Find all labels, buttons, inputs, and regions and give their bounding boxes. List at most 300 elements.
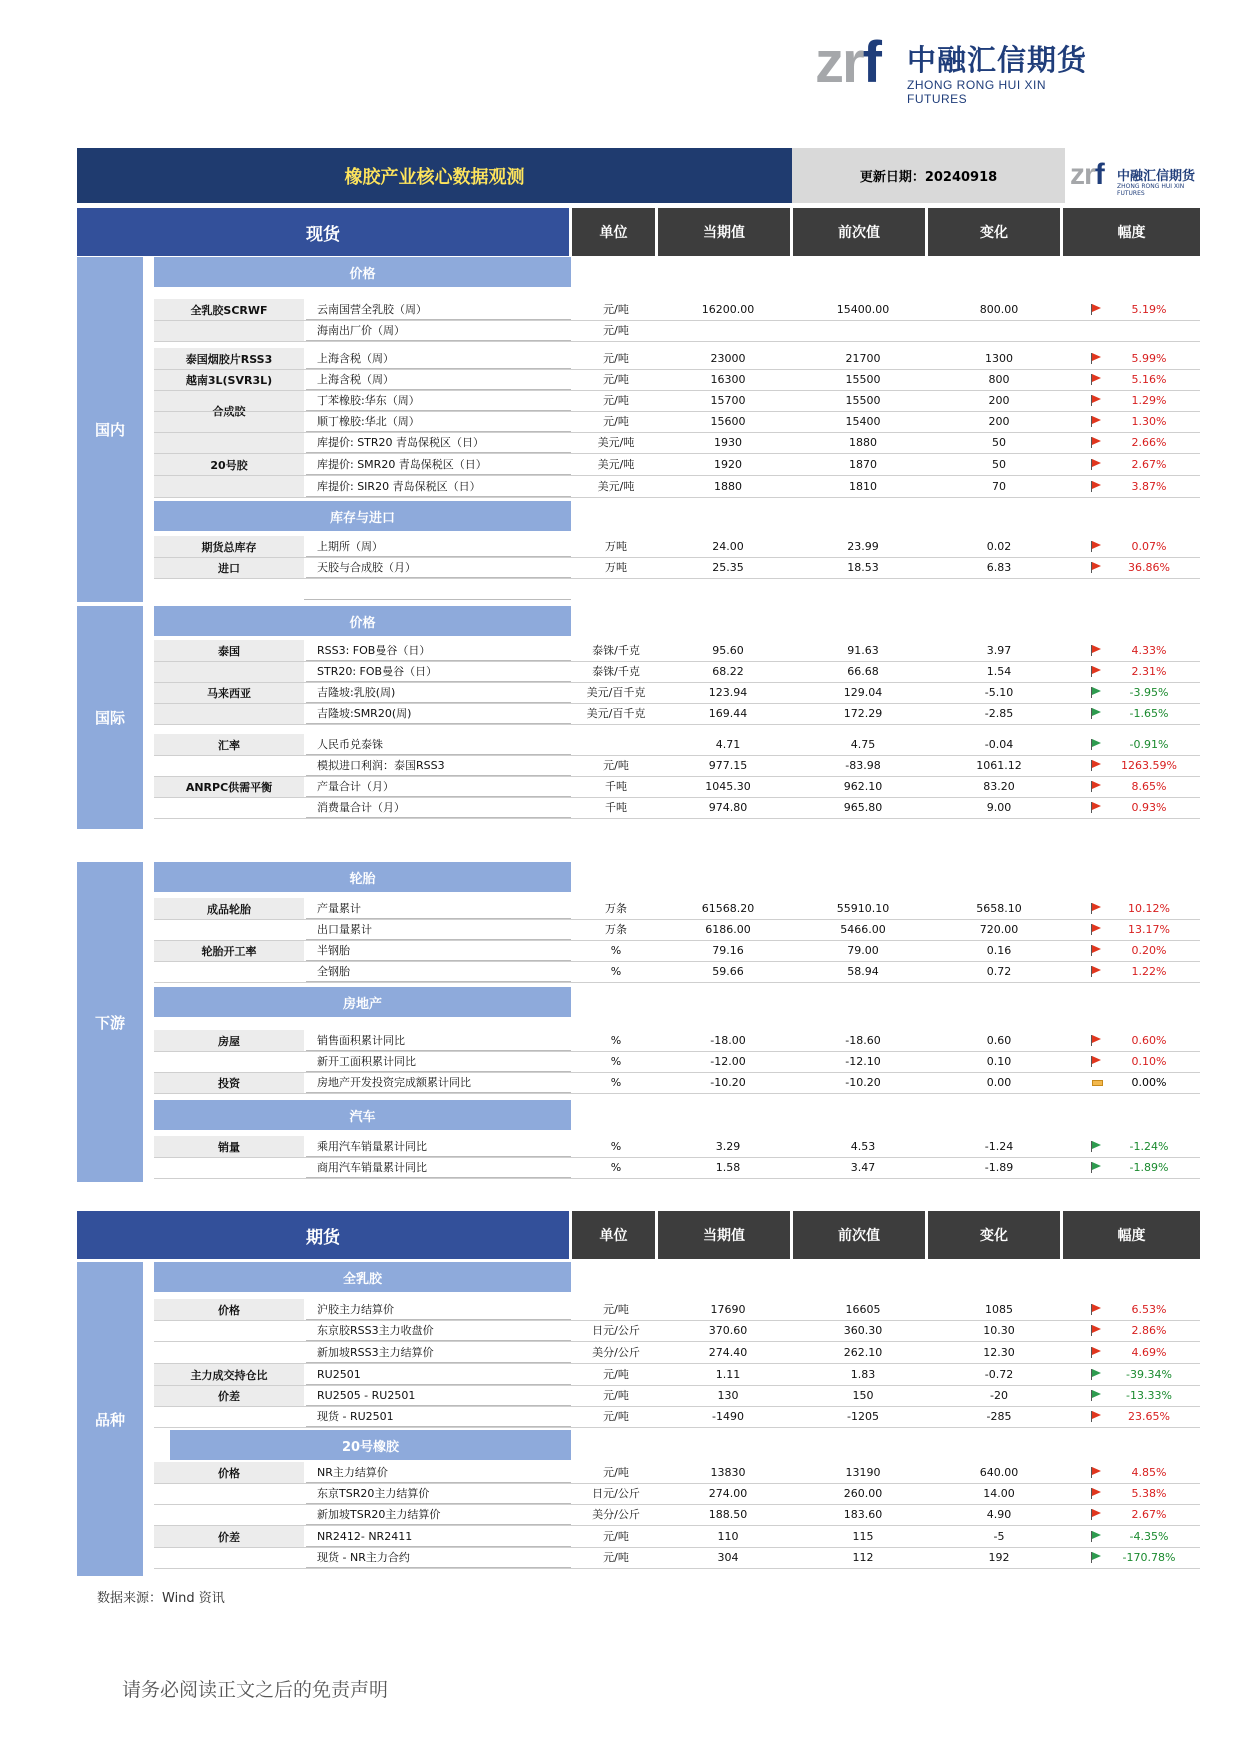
row-previous: 15500 — [845, 373, 881, 386]
row-unit: 千吨 — [605, 801, 627, 814]
row-pct-cell — [1067, 1547, 1200, 1568]
row-current: 17690 — [710, 1303, 746, 1316]
row-change: 50 — [992, 436, 1006, 449]
page-title: 橡胶产业核心数据观测 — [77, 148, 792, 203]
row-change: 0.16 — [986, 944, 1012, 957]
row-previous: 15400 — [845, 415, 881, 428]
logo-en-text: ZHONG RONG HUI XIN FUTURES — [907, 78, 1047, 106]
row-item: 上海含税（周） — [306, 369, 571, 390]
futures-header: 期货 — [77, 1211, 569, 1259]
row-item: 库提价: STR20 青岛保税区（日） — [306, 432, 571, 453]
row-change — [931, 320, 1067, 341]
row-item: 消费量合计（月） — [306, 797, 571, 818]
red-flag-icon — [1091, 1467, 1101, 1478]
table-row — [154, 898, 1200, 920]
table-row — [154, 1299, 1200, 1321]
row-current: 95.60 — [712, 644, 744, 657]
row-pct-cell — [1067, 476, 1200, 497]
row-change: 83.20 — [983, 780, 1015, 793]
row-unit: % — [610, 1055, 622, 1068]
row-unit: 元/吨 — [603, 759, 629, 772]
row-pct: -39.34% — [1126, 1368, 1172, 1381]
table-row — [154, 919, 1200, 941]
row-change: 5658.10 — [976, 902, 1022, 915]
row-change: 1085 — [985, 1303, 1013, 1316]
red-flag-icon — [1091, 1325, 1101, 1336]
row-current: 68.22 — [712, 665, 744, 678]
table-row — [154, 536, 1200, 558]
table-row — [154, 411, 1200, 433]
logo-mark: zrf — [815, 30, 880, 95]
row-current: 25.35 — [712, 561, 744, 574]
row-previous: 18.53 — [847, 561, 879, 574]
group-label: 越南3L(SVR3L) — [154, 369, 304, 390]
row-unit: 美分/公斤 — [592, 1346, 640, 1359]
row-previous — [795, 320, 931, 341]
category-price: 价格 — [154, 257, 571, 287]
row-item: 东京TSR20主力结算价 — [306, 1483, 571, 1504]
row-item: 全钢胎 — [306, 961, 571, 982]
row-item: STR20: FOB曼谷（日） — [306, 661, 571, 682]
row-unit: 元/吨 — [603, 1410, 629, 1423]
row-current: 1045.30 — [705, 780, 751, 793]
col-change: 变化 — [928, 208, 1060, 256]
group-label: 马来西亚 — [154, 661, 304, 724]
row-current: 1.11 — [715, 1368, 741, 1381]
red-flag-icon — [1091, 966, 1101, 977]
row-previous: 15500 — [845, 394, 881, 407]
red-flag-icon — [1091, 416, 1101, 427]
row-pct-cell — [1067, 320, 1200, 341]
row-previous: 15400.00 — [836, 303, 890, 316]
row-pct: 10.12% — [1128, 902, 1170, 915]
col-unit: 单位 — [572, 1211, 655, 1259]
row-pct-cell — [1067, 961, 1200, 982]
category-no20-rubber: 20号橡胶 — [170, 1430, 571, 1460]
col-current: 当期值 — [658, 208, 790, 256]
row-change: 14.00 — [983, 1487, 1015, 1500]
row-item: 模拟进口利润：泰国RSS3 — [306, 755, 571, 776]
table-row — [154, 1547, 1200, 1569]
group-label: 投资 — [154, 1072, 304, 1093]
row-item: 房地产开发投资完成额累计同比 — [306, 1072, 571, 1093]
table-row — [154, 961, 1200, 983]
row-pct-cell — [1067, 661, 1200, 682]
group-label: 20号胶 — [154, 432, 304, 498]
row-pct: -0.91% — [1129, 738, 1169, 751]
row-current: 61568.20 — [701, 902, 755, 915]
row-pct: 0.60% — [1131, 1034, 1167, 1047]
row-pct: 4.33% — [1131, 644, 1167, 657]
red-flag-icon — [1091, 562, 1101, 573]
row-current: 304 — [717, 1551, 739, 1564]
table-row — [154, 1483, 1200, 1505]
row-unit: % — [610, 1161, 622, 1174]
row-change: 4.90 — [986, 1508, 1012, 1521]
table-row — [154, 1462, 1200, 1484]
row-change: 0.02 — [986, 540, 1012, 553]
red-flag-icon — [1091, 903, 1101, 914]
row-previous: 1810 — [849, 480, 877, 493]
row-current: 274.40 — [708, 1346, 748, 1359]
row-current: 1930 — [714, 436, 742, 449]
row-change: 6.83 — [986, 561, 1012, 574]
row-pct-cell — [1067, 1342, 1200, 1363]
row-current: 3.29 — [715, 1140, 741, 1153]
row-item: 商用汽车销量累计同比 — [306, 1157, 571, 1178]
row-change: 0.60 — [986, 1034, 1012, 1047]
update-date: 更新日期：20240918 — [792, 148, 1065, 203]
row-previous: 965.80 — [843, 801, 883, 814]
row-unit: % — [610, 1034, 622, 1047]
row-unit: 美元/吨 — [597, 436, 635, 449]
row-previous: 4.75 — [850, 738, 876, 751]
row-current: 110 — [717, 1530, 739, 1543]
green-flag-icon — [1091, 1531, 1101, 1542]
row-pct: 5.38% — [1131, 1487, 1167, 1500]
disclaimer: 请务必阅读正文之后的免责声明 — [122, 1679, 389, 1701]
table-row — [154, 1364, 1200, 1386]
company-logo — [815, 28, 1095, 106]
row-current: 15600 — [710, 415, 746, 428]
red-flag-icon — [1091, 781, 1101, 792]
group-label: 价格 — [154, 1299, 304, 1320]
red-flag-icon — [1091, 481, 1101, 492]
row-current — [661, 320, 795, 341]
row-change: 800.00 — [979, 303, 1019, 316]
col-pct: 幅度 — [1063, 1211, 1200, 1259]
row-pct: 0.20% — [1131, 944, 1167, 957]
row-change: 720.00 — [979, 923, 1019, 936]
row-unit: 元/吨 — [603, 373, 629, 386]
row-previous: -18.60 — [845, 1034, 881, 1047]
row-previous: 150 — [852, 1389, 874, 1402]
red-flag-icon — [1091, 541, 1101, 552]
row-pct-cell — [1067, 776, 1200, 797]
row-current: 274.00 — [708, 1487, 748, 1500]
category-price: 价格 — [154, 606, 571, 636]
row-pct-cell — [1067, 390, 1200, 411]
row-pct: 1.29% — [1131, 394, 1167, 407]
row-item: 库提价: SIR20 青岛保税区（日） — [306, 476, 571, 497]
row-unit: 万条 — [605, 923, 627, 936]
row-previous: 79.00 — [847, 944, 879, 957]
row-pct-cell — [1067, 348, 1200, 369]
row-item: 现货 - NR主力合约 — [306, 1547, 571, 1568]
row-unit: 日元/公斤 — [592, 1324, 640, 1337]
row-previous: 58.94 — [847, 965, 879, 978]
table-row — [154, 1030, 1200, 1052]
row-change: -20 — [990, 1389, 1008, 1402]
row-item: 产量累计 — [306, 898, 571, 919]
row-unit: 元/吨 — [603, 1303, 629, 1316]
row-item: RU2505 - RU2501 — [306, 1385, 571, 1406]
row-current: 24.00 — [712, 540, 744, 553]
row-change: 192 — [988, 1551, 1010, 1564]
row-pct: 4.85% — [1131, 1466, 1167, 1479]
row-change: -2.85 — [984, 707, 1014, 720]
row-pct: 1263.59% — [1121, 759, 1177, 772]
red-flag-icon — [1091, 802, 1101, 813]
row-unit: 万条 — [605, 902, 627, 915]
row-previous: 183.60 — [843, 1508, 883, 1521]
category-tire: 轮胎 — [154, 862, 571, 892]
green-flag-icon — [1091, 1552, 1101, 1563]
category-estate: 房地产 — [154, 987, 571, 1017]
row-unit: 元/吨 — [603, 1389, 629, 1402]
row-item: 半钢胎 — [306, 940, 571, 961]
row-item: 吉隆坡:SMR20(周) — [306, 703, 571, 724]
row-pct: -3.95% — [1129, 686, 1169, 699]
table-row — [154, 299, 1200, 321]
row-unit: 元/吨 — [603, 415, 629, 428]
table-row — [154, 1136, 1200, 1158]
row-unit: % — [610, 1076, 622, 1089]
row-pct: 2.86% — [1131, 1324, 1167, 1337]
row-unit: 泰铢/千克 — [592, 665, 640, 678]
row-change: 0.10 — [986, 1055, 1012, 1068]
group-label: 进口 — [154, 557, 304, 578]
group-label: 全乳胶SCRWF — [154, 299, 304, 320]
row-unit: 元/吨 — [603, 394, 629, 407]
red-flag-icon — [1091, 760, 1101, 771]
red-flag-icon — [1091, 353, 1101, 364]
row-current: 370.60 — [708, 1324, 748, 1337]
table-row — [154, 1385, 1200, 1407]
red-flag-icon — [1091, 395, 1101, 406]
row-unit: 万吨 — [605, 540, 627, 553]
row-item: 人民币兑泰铢 — [306, 734, 571, 755]
row-previous: 91.63 — [847, 644, 879, 657]
row-pct-cell — [1067, 1364, 1200, 1385]
red-flag-icon — [1091, 1056, 1101, 1067]
red-flag-icon — [1091, 1509, 1101, 1520]
row-item: 上海含税（周） — [306, 348, 571, 369]
col-unit: 单位 — [572, 208, 655, 256]
row-unit: % — [610, 1140, 622, 1153]
row-pct: -170.78% — [1122, 1551, 1176, 1564]
row-pct: -1.24% — [1129, 1140, 1169, 1153]
row-unit: 日元/公斤 — [592, 1487, 640, 1500]
row-pct: 0.07% — [1131, 540, 1167, 553]
row-change: 9.00 — [986, 801, 1012, 814]
row-unit: 泰铢/千克 — [592, 644, 640, 657]
row-previous: 115 — [852, 1530, 874, 1543]
row-item: 沪胶主力结算价 — [306, 1299, 571, 1320]
row-pct-cell — [1067, 369, 1200, 390]
table-row — [154, 1504, 1200, 1526]
row-pct: 0.93% — [1131, 801, 1167, 814]
row-current: -12.00 — [710, 1055, 746, 1068]
row-current: 977.15 — [708, 759, 748, 772]
section-downstream: 下游 — [77, 862, 143, 1182]
row-unit: 美分/公斤 — [592, 1508, 640, 1521]
table-row — [154, 1157, 1200, 1179]
table-row — [154, 476, 1200, 498]
row-change: -0.72 — [984, 1368, 1014, 1381]
row-current: 23000 — [710, 352, 746, 365]
row-pct-cell — [1067, 1504, 1200, 1525]
table-row — [154, 797, 1200, 819]
group-label: 合成胶 — [154, 390, 304, 432]
row-pct: 13.17% — [1128, 923, 1170, 936]
row-item: 新加坡TSR20主力结算价 — [306, 1504, 571, 1525]
row-item: RSS3: FOB曼谷（日） — [306, 640, 571, 661]
row-pct: 3.87% — [1131, 480, 1167, 493]
group-label: 期货总库存 — [154, 536, 304, 557]
table-row — [154, 320, 1200, 342]
row-pct: 8.65% — [1131, 780, 1167, 793]
row-change: 0.72 — [986, 965, 1012, 978]
row-unit: 美元/吨 — [597, 458, 635, 471]
group-label: 汇率 — [154, 734, 304, 755]
row-change: 200 — [988, 415, 1010, 428]
red-flag-icon — [1091, 437, 1101, 448]
category-auto: 汽车 — [154, 1100, 571, 1130]
row-pct: 2.67% — [1131, 458, 1167, 471]
row-item: NR2412- NR2411 — [306, 1526, 571, 1547]
group-label: 泰国烟胶片RSS3 — [154, 348, 304, 369]
row-pct-cell — [1067, 454, 1200, 475]
data-source: 数据来源：Wind 资讯 — [97, 1591, 225, 1606]
row-pct: 5.99% — [1131, 352, 1167, 365]
row-pct-cell — [1067, 557, 1200, 578]
red-flag-icon — [1091, 924, 1101, 935]
row-item: 丁苯橡胶:华东（周） — [306, 390, 571, 411]
row-change: 12.30 — [983, 1346, 1015, 1359]
row-change: -285 — [986, 1410, 1012, 1423]
section-domestic: 国内 — [77, 257, 143, 602]
row-pct: 1.22% — [1131, 965, 1167, 978]
red-flag-icon — [1091, 1411, 1101, 1422]
green-flag-icon — [1091, 1141, 1101, 1152]
row-pct: -13.33% — [1126, 1389, 1172, 1402]
group-label: 销量 — [154, 1136, 304, 1157]
row-pct-cell — [1067, 1299, 1200, 1320]
row-previous: 66.68 — [847, 665, 879, 678]
row-unit: 元/吨 — [603, 303, 629, 316]
row-pct-cell — [1067, 536, 1200, 557]
row-change: 3.97 — [986, 644, 1012, 657]
group-label: 主力成交持仓比 — [154, 1364, 304, 1385]
red-flag-icon — [1091, 645, 1101, 656]
col-pct: 幅度 — [1063, 208, 1200, 256]
table-row — [154, 1072, 1200, 1094]
table-row — [154, 1342, 1200, 1364]
row-unit: 万吨 — [605, 561, 627, 574]
row-item: 库提价: SMR20 青岛保税区（日） — [306, 454, 571, 475]
row-item: 新加坡RSS3主力结算价 — [306, 1342, 571, 1363]
row-item: 东京胶RSS3主力收盘价 — [306, 1320, 571, 1341]
row-current: 1.58 — [715, 1161, 741, 1174]
row-previous: -83.98 — [845, 759, 881, 772]
row-change: 1300 — [985, 352, 1013, 365]
row-pct-cell — [1067, 299, 1200, 320]
row-pct-cell — [1067, 1406, 1200, 1427]
row-pct-cell — [1067, 940, 1200, 961]
row-item: 海南出厂价（周） — [306, 320, 571, 341]
group-label: 成品轮胎 — [154, 898, 304, 919]
row-unit: 千吨 — [605, 780, 627, 793]
row-pct-cell — [1067, 734, 1200, 755]
row-pct-cell — [1067, 411, 1200, 432]
row-item: 顺丁橡胶:华北（周） — [306, 411, 571, 432]
row-pct-cell — [1067, 1136, 1200, 1157]
row-previous: 16605 — [845, 1303, 881, 1316]
row-previous: 13190 — [845, 1466, 881, 1479]
row-previous: 4.53 — [850, 1140, 876, 1153]
row-item: 产量合计（月） — [306, 776, 571, 797]
row-item: 乘用汽车销量累计同比 — [306, 1136, 571, 1157]
table-row — [154, 734, 1200, 756]
row-previous: -12.10 — [845, 1055, 881, 1068]
row-pct: 6.53% — [1131, 1303, 1167, 1316]
table-row — [154, 940, 1200, 962]
row-item: 现货 - RU2501 — [306, 1406, 571, 1427]
row-pct-cell — [1067, 1051, 1200, 1072]
row-pct-cell — [1067, 1462, 1200, 1483]
row-previous: 360.30 — [843, 1324, 883, 1337]
row-change: 50 — [992, 458, 1006, 471]
category-natural-rubber: 全乳胶 — [154, 1262, 571, 1292]
red-flag-icon — [1091, 1347, 1101, 1358]
table-row — [154, 661, 1200, 683]
row-current: 15700 — [710, 394, 746, 407]
row-previous: 1.83 — [850, 1368, 876, 1381]
row-previous: 260.00 — [843, 1487, 883, 1500]
row-pct: 5.16% — [1131, 373, 1167, 386]
row-current: -18.00 — [710, 1034, 746, 1047]
band-logo: zrf 中融汇信期货 ZHONG RONG HUI XIN FUTURES — [1065, 148, 1200, 203]
row-pct: 23.65% — [1128, 1410, 1170, 1423]
blank-row — [304, 578, 571, 600]
row-pct: -1.89% — [1129, 1161, 1169, 1174]
row-pct-cell — [1067, 432, 1200, 453]
row-previous: 55910.10 — [836, 902, 890, 915]
logo-cn-text: 中融汇信期货 — [907, 43, 1088, 77]
row-change: 1.54 — [986, 665, 1012, 678]
row-change: -1.89 — [984, 1161, 1014, 1174]
col-previous: 前次值 — [793, 1211, 925, 1259]
red-flag-icon — [1091, 945, 1101, 956]
row-unit: 美元/百千克 — [586, 707, 646, 720]
row-previous: 112 — [852, 1551, 874, 1564]
row-previous: -1205 — [847, 1410, 879, 1423]
red-flag-icon — [1091, 1488, 1101, 1499]
table-row — [154, 640, 1200, 662]
row-current: 6186.00 — [705, 923, 751, 936]
row-change: 1061.12 — [976, 759, 1022, 772]
table-row — [154, 432, 1200, 454]
row-item: 吉隆坡:乳胶(周) — [306, 682, 571, 703]
group-label: 价格 — [154, 1462, 304, 1483]
row-previous: 262.10 — [843, 1346, 883, 1359]
row-pct: 2.66% — [1131, 436, 1167, 449]
row-unit: 元/吨 — [603, 324, 629, 337]
row-pct: 2.67% — [1131, 1508, 1167, 1521]
green-flag-icon — [1091, 1369, 1101, 1380]
table-row — [154, 1526, 1200, 1548]
row-unit — [571, 734, 661, 755]
green-flag-icon — [1091, 708, 1101, 719]
row-item: 天胶与合成胶（月） — [306, 557, 571, 578]
row-pct-cell — [1067, 1320, 1200, 1341]
group-label: 价差 — [154, 1526, 304, 1547]
row-pct-cell — [1067, 898, 1200, 919]
row-pct-cell — [1067, 755, 1200, 776]
row-pct: 0.10% — [1131, 1055, 1167, 1068]
row-pct-cell — [1067, 1385, 1200, 1406]
